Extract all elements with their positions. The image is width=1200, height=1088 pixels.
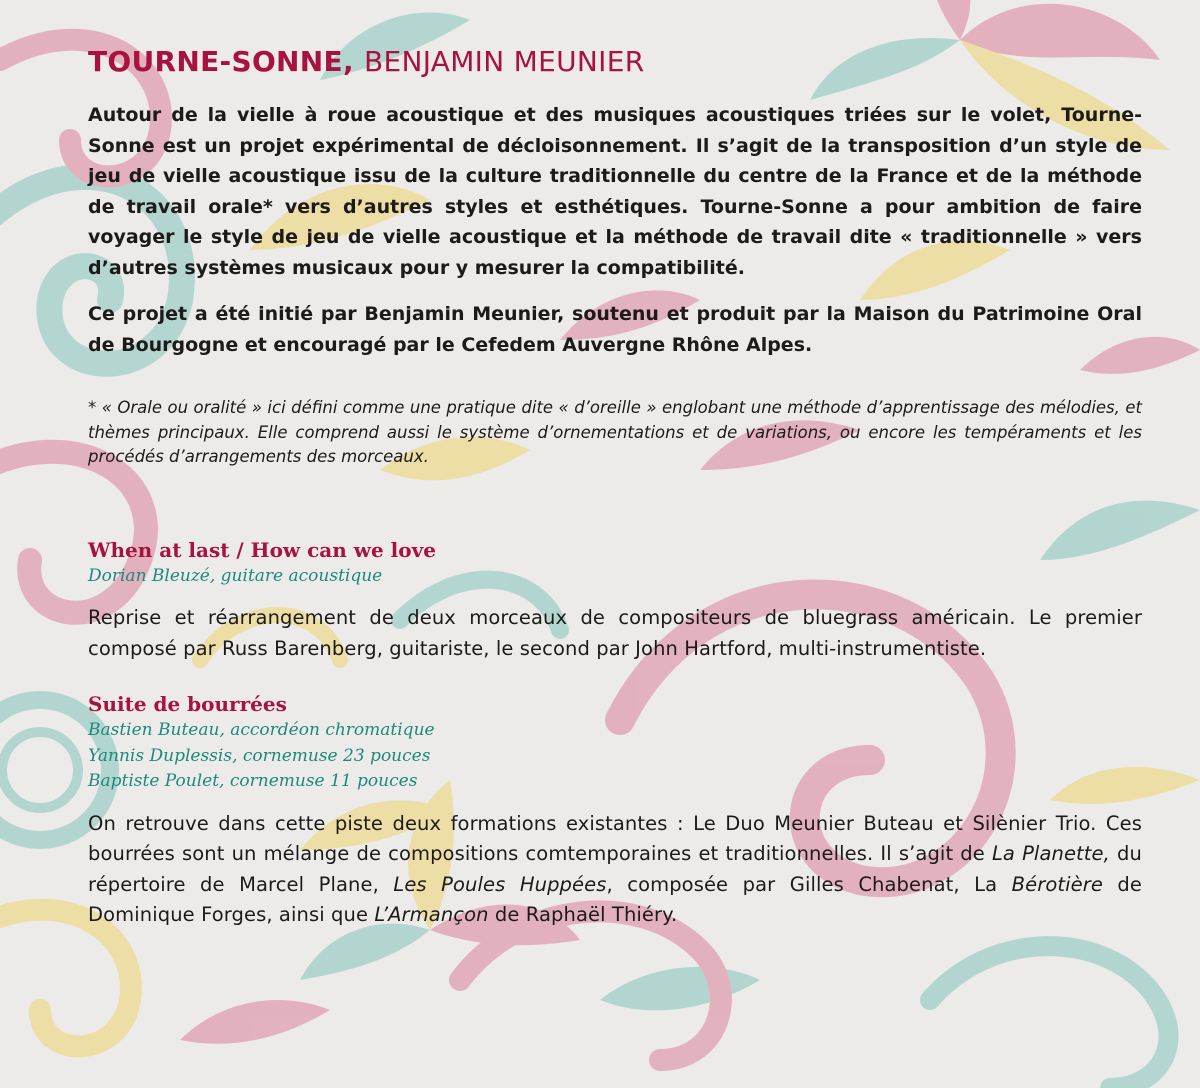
title-artist: BENJAMIN MEUNIER [363,45,645,78]
track-1 [88,536,1142,665]
track-2 [88,690,1142,931]
title-project: TOURNE-SONNE, [88,45,354,78]
desc-title-armancon: L’Armançon [374,903,489,926]
track-credit: Bastien Buteau, accordéon chromatique [88,720,435,740]
intro-paragraph-2: Ce projet a été initié par Benjamin Meunier, soutenu et produit par la Maison du Patrimoine Oral de Bourgogne et encouragé par le Cefedem Auvergne Rhône Alpes. [88,303,1142,356]
track-credit: Dorian Bleuzé, guitare acoustique [88,565,383,586]
desc-title-les-poules-huppees: Les Poules Huppées [393,872,607,896]
track-credit: Baptiste Poulet, cornemuse 11 pouces [88,771,418,791]
desc-title-berotiere: Bérotière [1011,872,1103,896]
track-title: When at last / How can we love [88,537,436,562]
desc-text: On retrouve dans cette piste deux formations existantes : Le Duo Meunier Buteau et Silènier Trio. Ces bourrées sont un mélange de compositions comtemporaines et traditionnelles. Il s’agit de [88,811,1142,865]
intro-paragraph-1: Autour de la vielle à roue acoustique et des musiques acoustiques triées sur le volet, Tourne-Sonne est un projet expérimental de décloisonnement. Il s’agit de la transposition d’un style de jeu de vielle acoustique issu de la culture traditionnelle du centre de la France et de la méthode de travail orale* vers d’autres styles et esthétiques. Tourne-Sonne a pour ambition de faire voyager le style de jeu de vielle acoustique et la méthode de travail dite « traditionnelle » vers d’autres systèmes musicaux pour y mesurer la compatibilité. [88,104,1142,279]
track-description: Reprise et réarrangement de deux morceaux de compositeurs de bluegrass américain. Le premier composé par Russ Barenberg, guitariste, le second par John Hartford, multi-instrumentiste. [88,606,1142,660]
track-credit: Yannis Duplessis, cornemuse 23 pouces [88,745,431,766]
desc-text: de Dominique Forges, ainsi que [88,872,1142,926]
footnote: * « Orale ou oralité » ici défini comme une pratique dite « d’oreille » englobant une méthode d’apprentissage des mélodies, et thèmes principaux. Elle comprend aussi le système d’ornementations et de variations, ou encore les tempéraments et les procédés d’arrangements des morceaux. [88,398,1142,466]
desc-title-la-planette: La Planette, [991,842,1110,865]
track-title: Suite de bourrées [88,692,287,716]
desc-text: du répertoire de Marcel Plane, [88,842,1142,896]
track-description [88,809,1142,931]
page-title [88,40,1142,84]
desc-text: de Raphaël Thiéry. [488,903,678,926]
desc-text: , composée par Gilles Chabenat, La [606,872,1012,896]
document-content [88,40,1142,931]
